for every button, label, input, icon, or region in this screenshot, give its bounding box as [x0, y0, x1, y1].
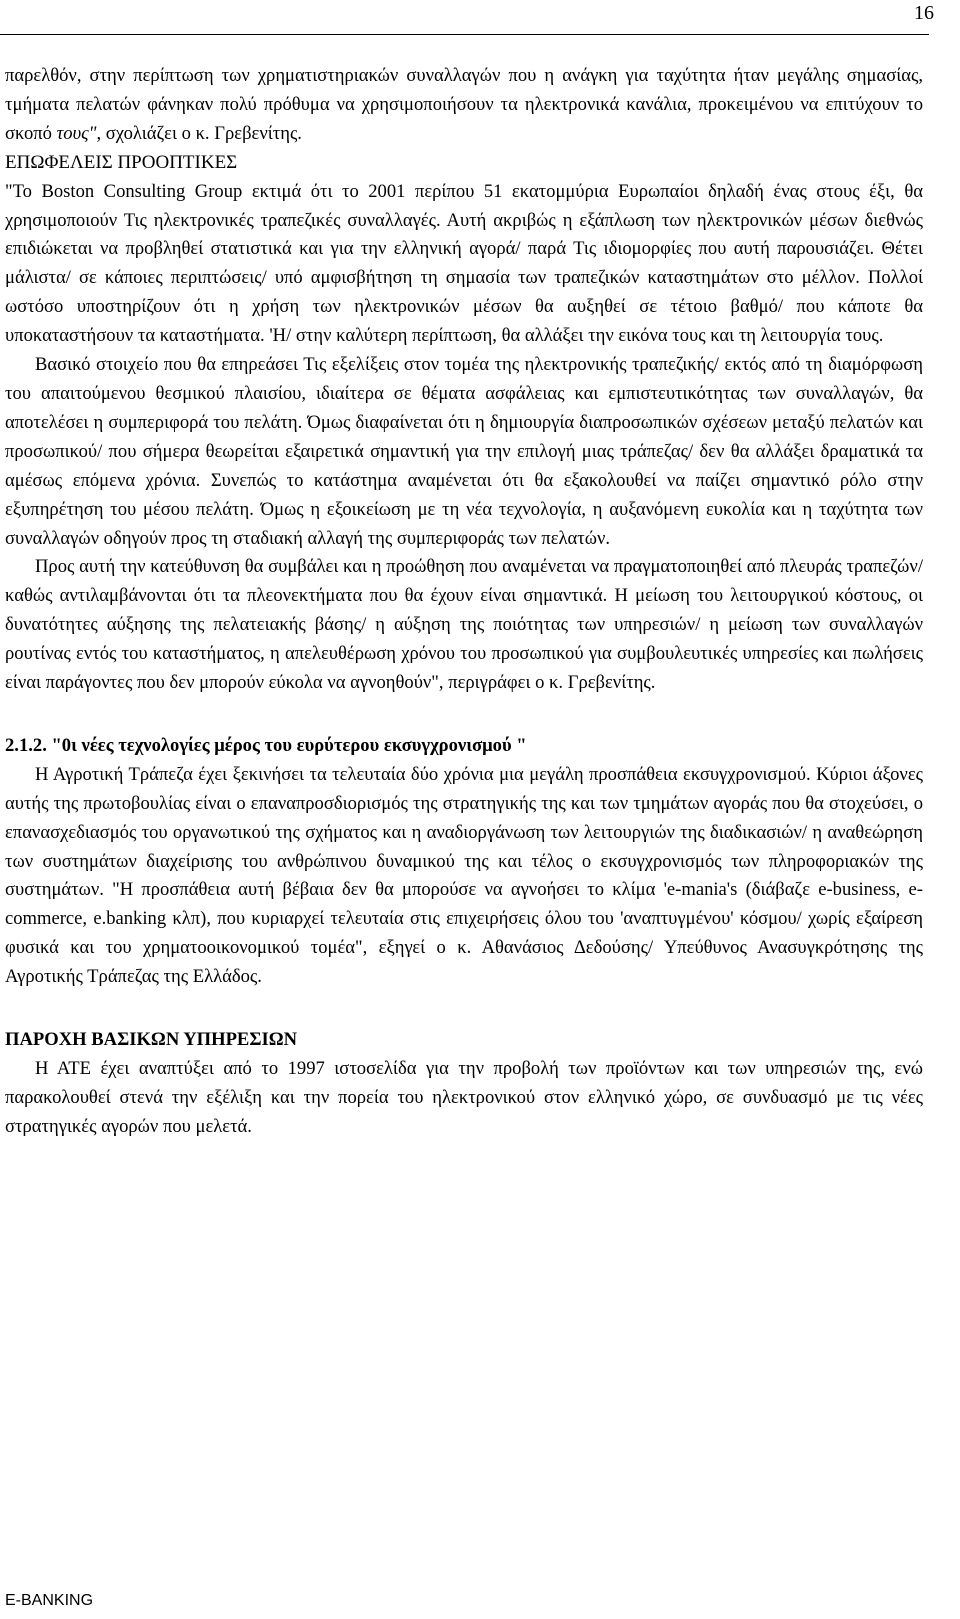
- paragraph-ate-website: Η ΑΤΕ έχει αναπτύξει από το 1997 ιστοσελίδα για την προβολή των προϊόντων και των υπηρεσιών της, ενώ παρακολουθεί στενά την εξέλιξη και την πορεία του ηλεκτρονικού στον ελληνικό χώρο, σε συνδυασμό με τις νέες στρατηγικές αγορών που μελετά.: [5, 1058, 923, 1137]
- paragraph-continued-italic: τους": [56, 122, 97, 144]
- paragraph-direction: Προς αυτή την κατεύθυνση θα συμβάλει και η προώθηση που αναμένεται να πραγματοποιηθεί από πλευράς τραπεζών/ καθώς αντιλαμβάνονται ότι τα πλεονεκτήματα που θα έχουν είναι σημαντικά. Η μείωση του λειτουργικού κόστους, οι δυνατότητες αύξησης της πελατειακής βάσης/ η αύξηση της ποιότητας των υπηρεσιών/ η μείωση των συναλλαγών ρουτίνας εντός του καταστήματος, η απελευθέρωση χρόνου του προσωπικού για συμβουλευτικές υπηρεσίες και πωλήσεις είναι παράγοντες που δεν μπορούν εύκολα να αγνοηθούν", περιγράφει ο κ. Γρεβενίτης.: [5, 556, 923, 694]
- section-heading-basic-services: ΠΑΡΟΧΗ ΒΑΣΙΚΩΝ ΥΠΗΡΕΣΙΩΝ: [5, 1029, 298, 1051]
- section-heading-benefits: ΕΠΩΦΕΛΕΙΣ ΠΡΟΟΠΤΙΚΕΣ: [5, 151, 238, 173]
- paragraph-continued-tail: , σχολιάζει ο κ. Γρεβενίτης.: [96, 122, 302, 144]
- paragraph-key-factor: Βασικό στοιχείο που θα επηρεάσει Τις εξελίξεις στον τομέα της ηλεκτρονικής τραπεζικής/ εκτός από τη διαμόρφωση του απαιτούμενου θεσμικού πλαισίου, ιδιαίτερα σε θέματα ασφάλειας και εμπιστευτικότητας των συναλλαγών, θα αποτελέσει η συμπεριφορά του πελάτη. Όμως διαφαίνεται ότι η δημιουργία διαπροσωπικών σχέσεων μεταξύ πελατών και προσωπικού/ που σήμερα θεωρείται εξαιρετικά σημαντική για την επιλογή μιας τράπεζας/ δεν θα αλλάξει δραματικά τα αμέσως επόμενα χρόνια. Συνεπώς το κατάστημα αναμένεται ότι θα εξακολουθεί να παίζει σημαντικό ρόλο στην εξυπηρέτηση του μέσου πελάτη. Όμως η εξοικείωση με τη νέα τεχνολογία, η αυξανόμενη ευκολία και η ταχύτητα των συναλλαγών οδηγούν προς τη σταδιακή αλλαγή της συμπεριφοράς των πελατών.: [5, 354, 923, 549]
- section-gap: [5, 698, 923, 732]
- section-gap: [5, 992, 923, 1026]
- paragraph-continued-text: παρελθόν, στην περίπτωση των χρηματιστηριακών συναλλαγών που η ανάγκη για ταχύτητα ήταν μεγάλης σημασίας, τμήματα πελατών φάνηκαν πολύ πρόθυμα να χρησιμοποιήσουν τα ηλεκτρονικά κανάλια, προκειμένου να επιτύχουν το σκοπό: [5, 65, 923, 144]
- page-body: [5, 62, 923, 1142]
- paragraph-continued: [5, 62, 923, 149]
- paragraph-agricultural-bank: Η Αγροτική Τράπεζα έχει ξεκινήσει τα τελευταία δύο χρόνια μια μεγάλη προσπάθεια εκσυγχρονισμού. Κύριοι άξονες αυτής της πρωτοβουλίας είναι ο επαναπροσδιορισμός της στρατηγικής της και των τμημάτων αγοράς που θα στοχεύσει, ο επανασχεδιασμός του οργανωτικού της σχήματος και η αναδιοργάνωση των λειτουργιών της διαδικασιών/ η αναθεώρηση των συστημάτων διαχείρισης του ανθρώπινου δυναμικού της και τέλος ο εκσυγχρονισμός των πληροφοριακών της συστημάτων. "Η προσπάθεια αυτή βέβαια δεν θα μπορούσε να αγνοήσει το κλίμα 'e-mania's (διάβαζε e-business, e-commerce, e.banking κλπ), που κυριαρχεί τελευταία στις επιχειρήσεις όλου του 'αναπτυγμένου' κόσμου/ χωρίς εξαίρεση φυσικά και του χρηματοοικονομικού τομέα", εξηγεί ο κ. Αθανάσιος Δεδούσης/ Υπεύθυνος Ανασυγκρότησης της Αγροτικής Τράπεζας της Ελλάδος.: [5, 763, 923, 988]
- header-rule: [0, 34, 929, 35]
- next-section-label: E-BANKING: [5, 1592, 94, 1609]
- section-heading-2-1-2: 2.1.2. "0ι νέες τεχνολογίες μέρος του ευρύτερου εκσυγχρονισμού ": [5, 734, 527, 756]
- page-number: 16: [914, 2, 934, 24]
- paragraph-boston: "Το Boston Consulting Group εκτιμά ότι το 2001 περίπου 51 εκατομμύρια Ευρωπαίοι δηλαδή ένας στους έξι, θα χρησιμοποιούν Τις ηλεκτρονικές τραπεζικές συναλλαγές. Αυτή ακριβώς η εξάπλωση των ηλεκτρονικών μέσων διεθνώς επιδιώκεται να προβληθεί στατιστικά και για την ελληνική αγορά/ παρά Τις ιδιομορφίες που αυτή παρουσιάζει. Θέτει μάλιστα/ σε κάποιες περιπτώσεις/ υπό αμφισβήτηση τη σημασία των τραπεζικών καταστημάτων στο μέλλον. Πολλοί ωστόσο υποστηρίζουν ότι η χρήση των ηλεκτρονικών μέσων θα αυξηθεί σε τέτοιο βαθμό/ που κάποτε θα υποκαταστήσουν τα καταστήματα. 'Η/ στην καλύτερη περίπτωση, θα αλλάξει την εικόνα τους και τη λειτουργία τους.: [5, 180, 923, 347]
